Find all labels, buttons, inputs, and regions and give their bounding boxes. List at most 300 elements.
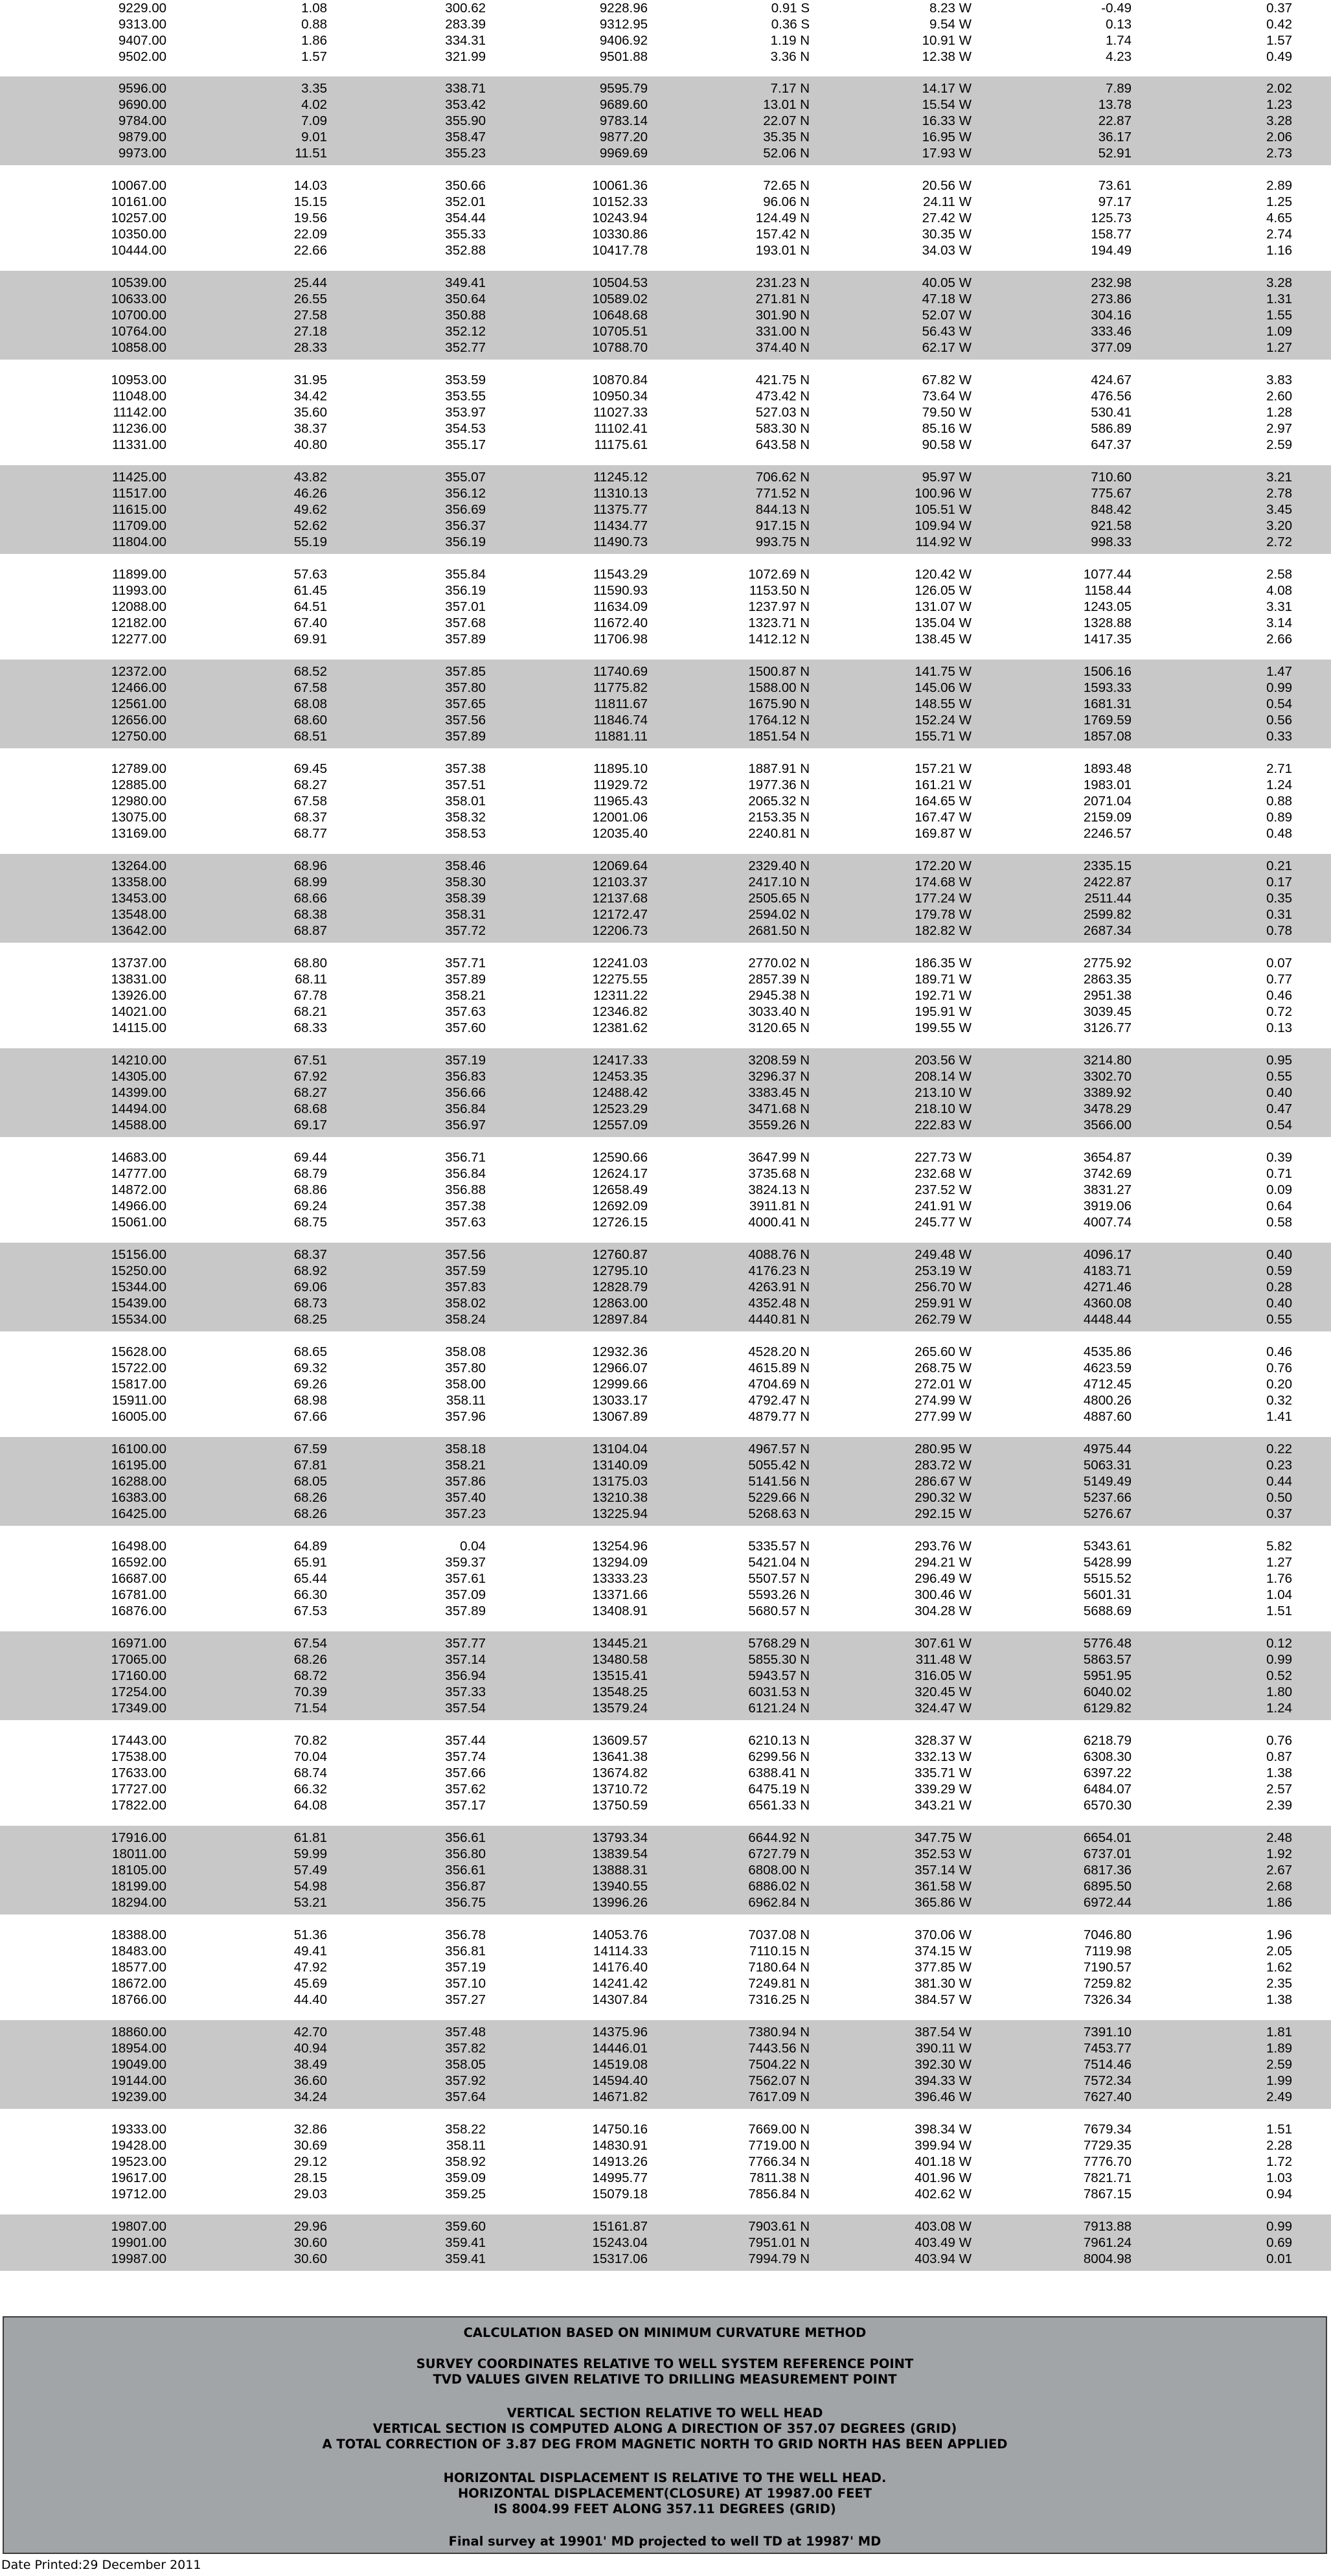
east-west-cell: 174.68 W bbox=[915, 875, 972, 890]
survey-row bbox=[0, 1473, 1331, 1489]
north-south-cell: 2240.81 N bbox=[748, 826, 810, 841]
inclination-cell: 64.08 bbox=[293, 1798, 327, 1813]
azimuth-cell: 354.44 bbox=[445, 211, 486, 225]
east-west-cell: 73.64 W bbox=[922, 389, 972, 404]
east-west-cell: 241.91 W bbox=[915, 1199, 972, 1213]
inclination-cell: 29.12 bbox=[293, 2154, 327, 2169]
dogleg-severity-cell: 3.28 bbox=[1266, 113, 1292, 128]
azimuth-cell: 356.94 bbox=[445, 1668, 486, 1683]
survey-row bbox=[0, 1603, 1331, 1619]
azimuth-cell: 357.65 bbox=[445, 696, 486, 711]
azimuth-cell: 358.47 bbox=[445, 130, 486, 144]
east-west-cell: 347.75 W bbox=[915, 1830, 972, 1845]
inclination-cell: 68.26 bbox=[293, 1652, 327, 1667]
inclination-cell: 57.63 bbox=[293, 567, 327, 582]
inclination-cell: 31.95 bbox=[293, 373, 327, 387]
vertical-section-cell: 7776.70 bbox=[1083, 2154, 1132, 2169]
vertical-section-cell: 6129.82 bbox=[1083, 1701, 1132, 1716]
inclination-cell: 68.27 bbox=[293, 777, 327, 792]
azimuth-cell: 358.22 bbox=[445, 2122, 486, 2137]
inclination-cell: 1.86 bbox=[301, 33, 327, 48]
vertical-section-direction: VERTICAL SECTION IS COMPUTED ALONG A DIRECTION OF 357.07 DEGREES (GRID) bbox=[372, 2421, 957, 2436]
true-vertical-depth-cell: 13140.09 bbox=[592, 1458, 648, 1473]
measured-depth-cell: 19049.00 bbox=[111, 2057, 166, 2072]
true-vertical-depth-cell: 13445.21 bbox=[592, 1636, 648, 1651]
dogleg-severity-cell: 1.89 bbox=[1266, 2041, 1292, 2056]
azimuth-cell: 357.83 bbox=[445, 1280, 486, 1294]
true-vertical-depth-cell: 12795.10 bbox=[592, 1263, 648, 1278]
vertical-section-cell: 7514.46 bbox=[1083, 2057, 1132, 2072]
true-vertical-depth-cell: 14594.40 bbox=[592, 2073, 648, 2088]
azimuth-cell: 349.41 bbox=[445, 275, 486, 290]
vertical-section-cell: 7961.24 bbox=[1083, 2235, 1132, 2250]
survey-row bbox=[0, 1004, 1331, 1020]
azimuth-cell: 357.85 bbox=[445, 664, 486, 679]
survey-row bbox=[0, 566, 1331, 582]
north-south-cell: 4176.23 N bbox=[748, 1263, 810, 1278]
survey-row-group bbox=[0, 660, 1331, 748]
vertical-section-cell: 52.91 bbox=[1098, 146, 1132, 161]
measured-depth-cell: 17633.00 bbox=[111, 1765, 166, 1780]
north-south-cell: 13.01 N bbox=[763, 97, 810, 112]
dogleg-severity-cell: 1.24 bbox=[1266, 777, 1292, 792]
north-south-cell: 3824.13 N bbox=[748, 1182, 810, 1197]
inclination-cell: 67.66 bbox=[293, 1409, 327, 1424]
north-south-cell: 1072.69 N bbox=[748, 567, 810, 582]
east-west-cell: 222.83 W bbox=[915, 1118, 972, 1133]
inclination-cell: 61.45 bbox=[293, 583, 327, 598]
survey-row-group bbox=[0, 368, 1331, 457]
azimuth-cell: 356.19 bbox=[445, 535, 486, 549]
azimuth-cell: 356.69 bbox=[445, 502, 486, 517]
survey-row bbox=[0, 680, 1331, 696]
north-south-cell: 22.07 N bbox=[763, 113, 810, 128]
north-south-cell: 193.01 N bbox=[755, 243, 810, 258]
vertical-section-title: VERTICAL SECTION RELATIVE TO WELL HEAD bbox=[506, 2406, 823, 2421]
dogleg-severity-cell: 1.28 bbox=[1266, 405, 1292, 420]
azimuth-cell: 357.38 bbox=[445, 761, 486, 776]
measured-depth-cell: 18199.00 bbox=[111, 1879, 166, 1894]
azimuth-cell: 350.64 bbox=[445, 292, 486, 306]
vertical-section-cell: 4360.08 bbox=[1083, 1296, 1132, 1311]
survey-row bbox=[0, 1635, 1331, 1651]
measured-depth-cell: 12561.00 bbox=[111, 696, 166, 711]
east-west-cell: 403.94 W bbox=[915, 2251, 972, 2266]
inclination-cell: 30.60 bbox=[293, 2251, 327, 2266]
east-west-cell: 79.50 W bbox=[922, 405, 972, 420]
east-west-cell: 381.30 W bbox=[915, 1976, 972, 1991]
east-west-cell: 186.35 W bbox=[915, 956, 972, 971]
vertical-section-cell: 97.17 bbox=[1098, 194, 1132, 209]
vertical-section-cell: 7119.98 bbox=[1084, 1944, 1132, 1959]
vertical-section-cell: 6484.07 bbox=[1083, 1782, 1132, 1797]
true-vertical-depth-cell: 13750.59 bbox=[592, 1798, 648, 1813]
survey-row bbox=[0, 1587, 1331, 1603]
azimuth-cell: 357.66 bbox=[445, 1765, 486, 1780]
survey-row bbox=[0, 874, 1331, 890]
inclination-cell: 22.09 bbox=[293, 227, 327, 242]
true-vertical-depth-cell: 9689.60 bbox=[599, 97, 648, 112]
azimuth-cell: 358.46 bbox=[445, 858, 486, 873]
measured-depth-cell: 10539.00 bbox=[111, 275, 166, 290]
survey-row bbox=[0, 323, 1331, 339]
vertical-section-cell: 3742.69 bbox=[1083, 1166, 1132, 1181]
east-west-cell: 265.60 W bbox=[915, 1344, 972, 1359]
azimuth-cell: 357.96 bbox=[445, 1409, 486, 1424]
measured-depth-cell: 19333.00 bbox=[111, 2122, 166, 2137]
true-vertical-depth-cell: 11310.13 bbox=[593, 486, 648, 501]
azimuth-cell: 358.92 bbox=[445, 2154, 486, 2169]
north-south-cell: 3120.65 N bbox=[748, 1020, 810, 1035]
azimuth-cell: 359.60 bbox=[445, 2219, 486, 2234]
true-vertical-depth-cell: 13371.66 bbox=[592, 1587, 648, 1602]
inclination-cell: 3.35 bbox=[301, 81, 327, 96]
survey-row bbox=[0, 825, 1331, 842]
azimuth-cell: 358.11 bbox=[446, 1393, 486, 1408]
survey-row bbox=[0, 1360, 1331, 1376]
north-south-cell: 7562.07 N bbox=[748, 2073, 810, 2088]
vertical-section-cell: 710.60 bbox=[1091, 470, 1132, 485]
inclination-cell: 68.05 bbox=[293, 1474, 327, 1489]
vertical-section-cell: 4183.71 bbox=[1083, 1263, 1132, 1278]
dogleg-severity-cell: 1.99 bbox=[1266, 2073, 1292, 2088]
azimuth-cell: 357.19 bbox=[445, 1960, 486, 1975]
east-west-cell: 109.94 W bbox=[915, 518, 972, 533]
dogleg-severity-cell: 0.54 bbox=[1266, 1118, 1292, 1133]
measured-depth-cell: 17160.00 bbox=[111, 1668, 166, 1683]
azimuth-cell: 350.66 bbox=[445, 178, 486, 193]
survey-row bbox=[0, 291, 1331, 307]
inclination-cell: 42.70 bbox=[293, 2025, 327, 2040]
north-south-cell: 1.19 N bbox=[770, 33, 810, 48]
survey-row bbox=[0, 1311, 1331, 1328]
east-west-cell: 141.75 W bbox=[915, 664, 972, 679]
true-vertical-depth-cell: 9595.79 bbox=[599, 81, 648, 96]
dogleg-severity-cell: 1.04 bbox=[1266, 1587, 1292, 1602]
true-vertical-depth-cell: 13515.41 bbox=[592, 1668, 648, 1683]
azimuth-cell: 357.89 bbox=[445, 972, 486, 987]
north-south-cell: 643.58 N bbox=[755, 437, 810, 452]
survey-row bbox=[0, 1052, 1331, 1068]
dogleg-severity-cell: 0.56 bbox=[1266, 713, 1292, 728]
measured-depth-cell: 16195.00 bbox=[111, 1458, 166, 1473]
north-south-cell: 3.36 N bbox=[770, 49, 810, 64]
azimuth-cell: 357.23 bbox=[445, 1506, 486, 1521]
east-west-cell: 311.48 W bbox=[915, 1652, 972, 1667]
survey-row-group bbox=[0, 1534, 1331, 1623]
east-west-cell: 95.97 W bbox=[922, 470, 972, 485]
measured-depth-cell: 18294.00 bbox=[111, 1895, 166, 1910]
east-west-cell: 189.71 W bbox=[915, 972, 972, 987]
true-vertical-depth-cell: 9501.88 bbox=[599, 49, 648, 64]
vertical-section-cell: 4975.44 bbox=[1083, 1442, 1132, 1456]
true-vertical-depth-cell: 12828.79 bbox=[592, 1280, 648, 1294]
survey-row bbox=[0, 1198, 1331, 1214]
vertical-section-cell: 1681.31 bbox=[1083, 696, 1132, 711]
dogleg-severity-cell: 1.24 bbox=[1266, 1701, 1292, 1716]
azimuth-cell: 357.74 bbox=[445, 1749, 486, 1764]
survey-row bbox=[0, 631, 1331, 647]
east-west-cell: 203.56 W bbox=[915, 1053, 972, 1068]
north-south-cell: 1977.36 N bbox=[748, 777, 810, 792]
azimuth-cell: 0.04 bbox=[460, 1539, 486, 1554]
survey-row bbox=[0, 599, 1331, 615]
measured-depth-cell: 18011.00 bbox=[112, 1846, 166, 1861]
azimuth-cell: 357.19 bbox=[445, 1053, 486, 1068]
inclination-cell: 68.08 bbox=[293, 696, 327, 711]
survey-row bbox=[0, 275, 1331, 291]
survey-row bbox=[0, 1068, 1331, 1085]
dogleg-severity-cell: 1.55 bbox=[1266, 308, 1292, 323]
east-west-cell: 398.34 W bbox=[915, 2122, 972, 2137]
north-south-cell: 844.13 N bbox=[755, 502, 810, 517]
true-vertical-depth-cell: 11175.61 bbox=[594, 437, 648, 452]
vertical-section-cell: 4623.59 bbox=[1083, 1361, 1132, 1375]
true-vertical-depth-cell: 12557.09 bbox=[592, 1118, 648, 1133]
true-vertical-depth-cell: 13294.09 bbox=[592, 1555, 648, 1570]
true-vertical-depth-cell: 12760.87 bbox=[592, 1247, 648, 1262]
inclination-cell: 70.39 bbox=[293, 1685, 327, 1699]
survey-row-group bbox=[0, 1340, 1331, 1429]
survey-row bbox=[0, 420, 1331, 437]
vertical-section-cell: 8004.98 bbox=[1083, 2251, 1132, 2266]
survey-row bbox=[0, 307, 1331, 323]
survey-row bbox=[0, 2186, 1331, 2202]
survey-row bbox=[0, 1538, 1331, 1554]
dogleg-severity-cell: 0.23 bbox=[1266, 1458, 1292, 1473]
dogleg-severity-cell: 0.64 bbox=[1266, 1199, 1292, 1213]
azimuth-cell: 283.39 bbox=[445, 17, 486, 32]
survey-row bbox=[0, 1376, 1331, 1392]
vertical-section-cell: 7679.34 bbox=[1083, 2122, 1132, 2137]
east-west-cell: 370.06 W bbox=[915, 1927, 972, 1942]
measured-depth-cell: 18860.00 bbox=[111, 2025, 166, 2040]
survey-row bbox=[0, 1295, 1331, 1311]
north-south-cell: 473.42 N bbox=[755, 389, 810, 404]
vertical-section-cell: 232.98 bbox=[1091, 275, 1132, 290]
true-vertical-depth-cell: 14375.96 bbox=[592, 2025, 648, 2040]
survey-row bbox=[0, 1279, 1331, 1295]
azimuth-cell: 357.80 bbox=[445, 680, 486, 695]
vertical-section-cell: 2071.04 bbox=[1083, 794, 1132, 809]
measured-depth-cell: 15439.00 bbox=[111, 1296, 166, 1311]
measured-depth-cell: 16781.00 bbox=[111, 1587, 166, 1602]
east-west-cell: 307.61 W bbox=[915, 1636, 972, 1651]
north-south-cell: 5335.57 N bbox=[748, 1539, 810, 1554]
dogleg-severity-cell: 0.77 bbox=[1266, 972, 1292, 987]
inclination-cell: 68.66 bbox=[293, 891, 327, 906]
azimuth-cell: 357.89 bbox=[445, 729, 486, 744]
inclination-cell: 64.51 bbox=[293, 599, 327, 614]
east-west-cell: 67.82 W bbox=[922, 373, 972, 387]
measured-depth-cell: 9407.00 bbox=[118, 33, 166, 48]
survey-row-group bbox=[0, 2020, 1331, 2109]
north-south-cell: 7380.94 N bbox=[748, 2025, 810, 2040]
inclination-cell: 68.72 bbox=[293, 1668, 327, 1683]
east-west-cell: 377.85 W bbox=[915, 1960, 972, 1975]
measured-depth-cell: 16971.00 bbox=[111, 1636, 166, 1651]
east-west-cell: 126.05 W bbox=[915, 583, 972, 598]
inclination-cell: 65.91 bbox=[293, 1555, 327, 1570]
inclination-cell: 40.94 bbox=[293, 2041, 327, 2056]
survey-row-group bbox=[0, 951, 1331, 1040]
north-south-cell: 231.23 N bbox=[755, 275, 810, 290]
vertical-section-cell: 2422.87 bbox=[1083, 875, 1132, 890]
vertical-section-cell: 5863.57 bbox=[1083, 1652, 1132, 1667]
inclination-cell: 68.60 bbox=[293, 713, 327, 728]
inclination-cell: 32.86 bbox=[293, 2122, 327, 2137]
east-west-cell: 135.04 W bbox=[915, 615, 972, 630]
north-south-cell: 7951.01 N bbox=[748, 2235, 810, 2250]
vertical-section-cell: 2775.92 bbox=[1083, 956, 1132, 971]
dogleg-severity-cell: 0.31 bbox=[1266, 907, 1292, 922]
north-south-cell: 993.75 N bbox=[755, 535, 810, 549]
azimuth-cell: 352.88 bbox=[445, 243, 486, 258]
north-south-cell: 1887.91 N bbox=[748, 761, 810, 776]
true-vertical-depth-cell: 12206.73 bbox=[592, 923, 648, 938]
dogleg-severity-cell: 2.73 bbox=[1266, 146, 1292, 161]
true-vertical-depth-cell: 12692.09 bbox=[592, 1199, 648, 1213]
dogleg-severity-cell: 0.69 bbox=[1266, 2235, 1292, 2250]
dogleg-severity-cell: 0.22 bbox=[1266, 1442, 1292, 1456]
inclination-cell: 68.33 bbox=[293, 1020, 327, 1035]
inclination-cell: 69.44 bbox=[293, 1150, 327, 1165]
dogleg-severity-cell: 0.72 bbox=[1266, 1004, 1292, 1019]
vertical-section-cell: 3566.00 bbox=[1083, 1118, 1132, 1133]
inclination-cell: 68.26 bbox=[293, 1490, 327, 1505]
survey-row-group bbox=[0, 562, 1331, 651]
measured-depth-cell: 14210.00 bbox=[111, 1053, 166, 1068]
vertical-section-cell: 3654.87 bbox=[1083, 1150, 1132, 1165]
survey-row bbox=[0, 178, 1331, 194]
north-south-cell: 4879.77 N bbox=[748, 1409, 810, 1424]
inclination-cell: 29.96 bbox=[293, 2219, 327, 2234]
true-vertical-depth-cell: 14241.42 bbox=[592, 1976, 648, 1991]
inclination-cell: 9.01 bbox=[301, 130, 327, 144]
east-west-cell: 145.06 W bbox=[915, 680, 972, 695]
true-vertical-depth-cell: 13579.24 bbox=[592, 1701, 648, 1716]
measured-depth-cell: 19987.00 bbox=[111, 2251, 166, 2266]
inclination-cell: 47.92 bbox=[293, 1960, 327, 1975]
east-west-cell: 56.43 W bbox=[922, 324, 972, 339]
true-vertical-depth-cell: 14671.82 bbox=[592, 2089, 648, 2104]
dogleg-severity-cell: 2.78 bbox=[1266, 486, 1292, 501]
east-west-cell: 52.07 W bbox=[922, 308, 972, 323]
dogleg-severity-cell: 1.76 bbox=[1266, 1571, 1292, 1586]
inclination-cell: 26.55 bbox=[293, 292, 327, 306]
north-south-cell: 7110.15 N bbox=[749, 1944, 810, 1959]
survey-row bbox=[0, 1441, 1331, 1457]
vertical-section-cell: 5343.61 bbox=[1083, 1539, 1132, 1554]
vertical-section-cell: 5428.99 bbox=[1083, 1555, 1132, 1570]
inclination-cell: 49.41 bbox=[293, 1944, 327, 1959]
north-south-cell: 7316.25 N bbox=[748, 1992, 810, 2007]
survey-row bbox=[0, 437, 1331, 453]
vertical-section-cell: 647.37 bbox=[1091, 437, 1132, 452]
inclination-cell: 19.56 bbox=[293, 211, 327, 225]
measured-depth-cell: 12789.00 bbox=[111, 761, 166, 776]
inclination-cell: 67.78 bbox=[293, 988, 327, 1003]
north-south-cell: 6561.33 N bbox=[748, 1798, 810, 1813]
dogleg-severity-cell: 4.08 bbox=[1266, 583, 1292, 598]
survey-notes-box bbox=[3, 2316, 1327, 2554]
inclination-cell: 49.62 bbox=[293, 502, 327, 517]
dogleg-severity-cell: 0.76 bbox=[1266, 1361, 1292, 1375]
north-south-cell: 3208.59 N bbox=[748, 1053, 810, 1068]
east-west-cell: 390.11 W bbox=[915, 2041, 972, 2056]
inclination-cell: 43.82 bbox=[293, 470, 327, 485]
grid-correction-note: A TOTAL CORRECTION OF 3.87 DEG FROM MAGNETIC NORTH TO GRID NORTH HAS BEEN APPLIED bbox=[322, 2437, 1008, 2452]
measured-depth-cell: 9690.00 bbox=[118, 97, 166, 112]
measured-depth-cell: 11142.00 bbox=[113, 405, 166, 420]
vertical-section-cell: 5776.48 bbox=[1083, 1636, 1132, 1651]
dogleg-severity-cell: 0.52 bbox=[1266, 1668, 1292, 1683]
true-vertical-depth-cell: 13254.96 bbox=[592, 1539, 648, 1554]
east-west-cell: 8.23 W bbox=[929, 1, 972, 16]
north-south-cell: 917.15 N bbox=[755, 518, 810, 533]
azimuth-cell: 358.32 bbox=[445, 810, 486, 825]
dogleg-severity-cell: 0.76 bbox=[1266, 1733, 1292, 1748]
true-vertical-depth-cell: 11929.72 bbox=[593, 777, 648, 792]
measured-depth-cell: 13453.00 bbox=[111, 891, 166, 906]
inclination-cell: 22.66 bbox=[293, 243, 327, 258]
vertical-section-cell: 22.87 bbox=[1098, 113, 1132, 128]
true-vertical-depth-cell: 12001.06 bbox=[592, 810, 648, 825]
measured-depth-cell: 15722.00 bbox=[111, 1361, 166, 1375]
survey-row-group bbox=[0, 1729, 1331, 1817]
survey-row bbox=[0, 388, 1331, 404]
azimuth-cell: 356.75 bbox=[445, 1895, 486, 1910]
survey-row-group bbox=[0, 465, 1331, 554]
inclination-cell: 67.58 bbox=[293, 794, 327, 809]
north-south-cell: 5768.29 N bbox=[748, 1636, 810, 1651]
azimuth-cell: 357.60 bbox=[445, 1020, 486, 1035]
vertical-section-cell: 7821.71 bbox=[1083, 2170, 1132, 2185]
azimuth-cell: 359.41 bbox=[445, 2251, 486, 2266]
dogleg-severity-cell: 3.45 bbox=[1266, 502, 1292, 517]
dogleg-severity-cell: 0.40 bbox=[1266, 1085, 1292, 1100]
dogleg-severity-cell: 0.55 bbox=[1266, 1069, 1292, 1084]
azimuth-cell: 357.72 bbox=[445, 923, 486, 938]
vertical-section-cell: 998.33 bbox=[1091, 535, 1132, 549]
north-south-cell: 6808.00 N bbox=[748, 1863, 810, 1878]
measured-depth-cell: 16876.00 bbox=[111, 1604, 166, 1618]
true-vertical-depth-cell: 10330.86 bbox=[592, 227, 648, 242]
true-vertical-depth-cell: 14176.40 bbox=[592, 1960, 648, 1975]
true-vertical-depth-cell: 10243.94 bbox=[592, 211, 648, 225]
survey-row bbox=[0, 663, 1331, 680]
inclination-cell: 69.17 bbox=[293, 1118, 327, 1133]
true-vertical-depth-cell: 14114.33 bbox=[593, 1944, 648, 1959]
azimuth-cell: 356.78 bbox=[445, 1927, 486, 1942]
north-south-cell: 6962.84 N bbox=[748, 1895, 810, 1910]
survey-row bbox=[0, 1085, 1331, 1101]
vertical-section-cell: 0.13 bbox=[1106, 17, 1132, 32]
dogleg-severity-cell: 1.62 bbox=[1266, 1960, 1292, 1975]
true-vertical-depth-cell: 11811.67 bbox=[594, 696, 648, 711]
inclination-cell: 30.69 bbox=[293, 2138, 327, 2153]
true-vertical-depth-cell: 11434.77 bbox=[593, 518, 648, 533]
survey-row-group bbox=[0, 854, 1331, 943]
measured-depth-cell: 9313.00 bbox=[118, 17, 166, 32]
survey-row bbox=[0, 890, 1331, 906]
east-west-cell: 332.13 W bbox=[915, 1749, 972, 1764]
azimuth-cell: 357.56 bbox=[445, 713, 486, 728]
dogleg-severity-cell: 0.39 bbox=[1266, 1150, 1292, 1165]
true-vertical-depth-cell: 14446.01 bbox=[592, 2041, 648, 2056]
dogleg-severity-cell: 1.80 bbox=[1266, 1685, 1292, 1699]
east-west-cell: 62.17 W bbox=[922, 340, 972, 355]
